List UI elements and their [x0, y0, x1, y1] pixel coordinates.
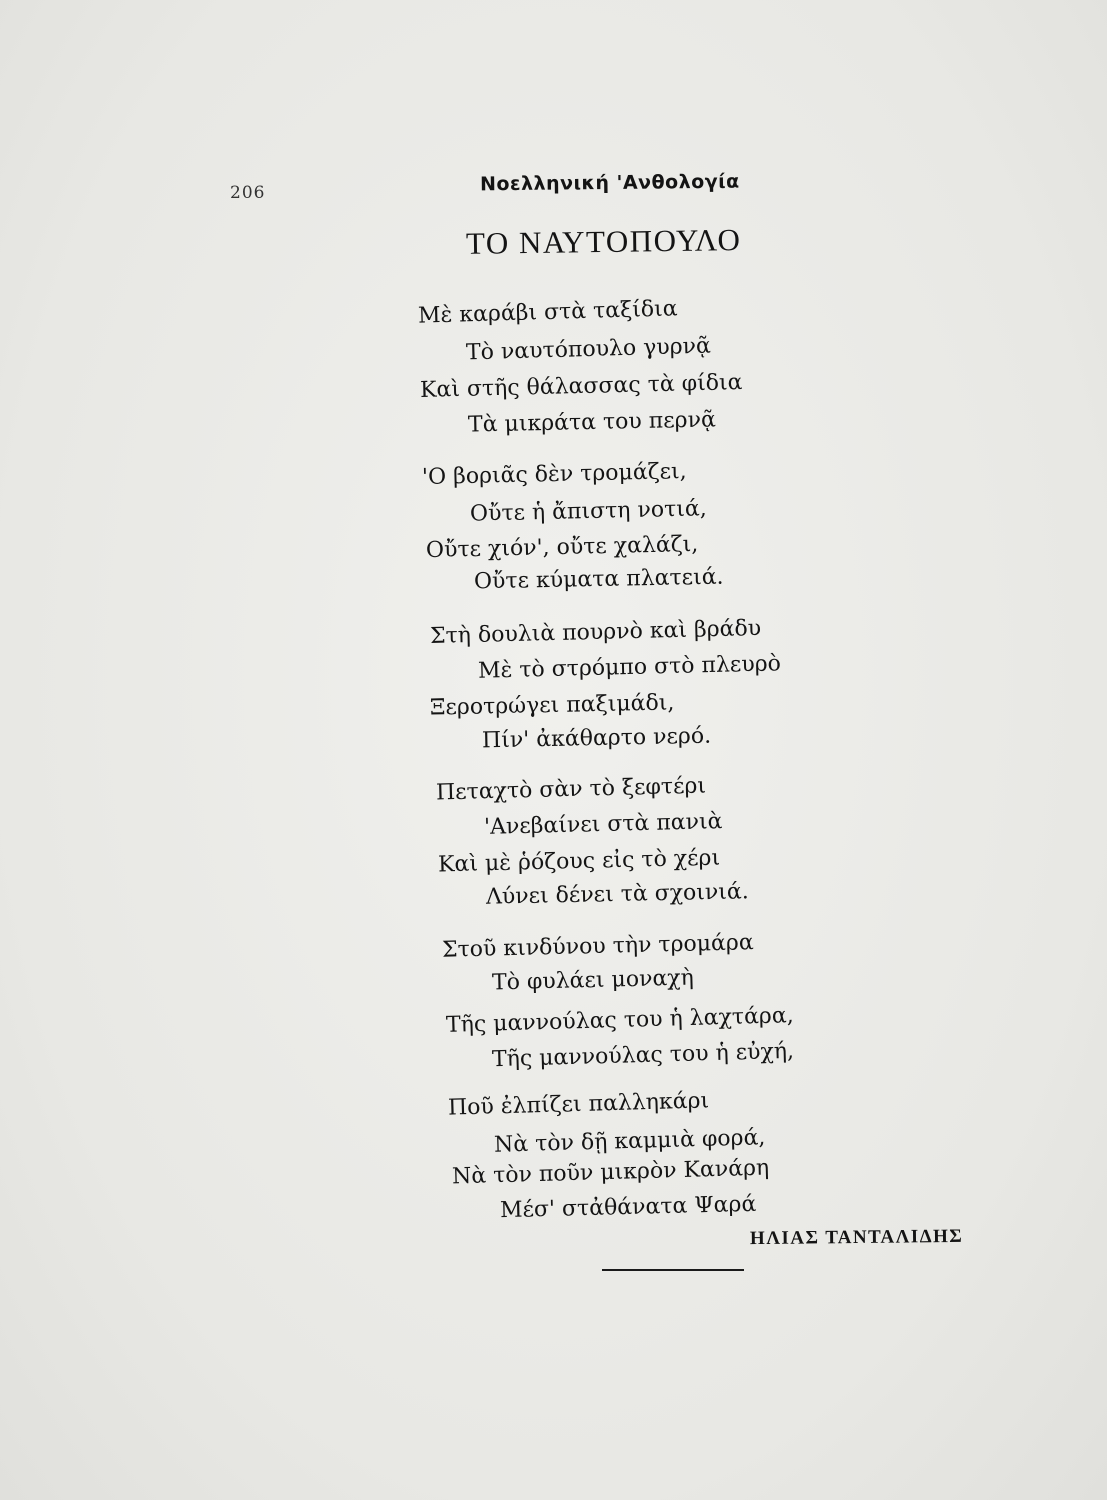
poem-line: Μέσ' στἀθάνατα Ψαρά: [499, 1191, 757, 1224]
poem-line: Νὰ τὸν δῇ καμμιὰ φορά,: [493, 1125, 766, 1158]
poem-line: Στοῦ κινδύνου τὴν τρομάρα: [441, 930, 754, 963]
poem-line: Καὶ μὲ ῥόζους εἰς τὸ χέρι: [437, 845, 721, 878]
poem-title: ΤΟ ΝΑΥΤΟΠΟΥΛΟ: [465, 222, 742, 261]
poem-line: Πεταχτὸ σὰν τὸ ξεφτέρι: [435, 773, 707, 806]
poem-line: Τῆς μαννούλας του ἡ λαχτάρα,: [445, 1003, 794, 1038]
poem-line: Ποῦ ἐλπίζει παλληκάρι: [447, 1088, 710, 1121]
poem-line: Τῆς μαννούλας του ἡ εὐχή,: [491, 1038, 795, 1073]
running-head: Νοελληνική 'Ανθολογία: [479, 170, 740, 196]
poem-line: Τὸ φυλάει μοναχὴ: [491, 965, 695, 996]
poem-line: Τὸ ναυτόπουλο γυρνᾷ: [465, 333, 712, 366]
poem-line: Οὔτε ἡ ἄπιστη νοτιά,: [469, 496, 707, 527]
poem-line: Νὰ τὸν ποῦν μικρὸν Κανάρη: [451, 1155, 770, 1190]
poem-line: Μὲ τὸ στρόμπο στὸ πλευρὸ: [477, 651, 782, 684]
poem-line: Μὲ καράβι στὰ ταξίδια: [417, 296, 678, 329]
closing-rule: [602, 1269, 744, 1271]
poem-line: Στὴ δουλιὰ πουρνὸ καὶ βράδυ: [429, 615, 762, 650]
poem-line: Πίν' ἀκάθαρτο νερό.: [481, 723, 712, 754]
page-number: 206: [230, 183, 266, 203]
poem-line: Οὔτε κύματα πλατειά.: [473, 564, 724, 595]
poem-line: 'Ο βοριᾶς δὲν τρομάζει,: [421, 459, 687, 490]
poem-line: Οὔτε χιόν', οὔτε χαλάζι,: [425, 531, 699, 564]
poem-line: Τὰ μικράτα του περνᾷ: [467, 407, 717, 438]
author-signature: ΗΛΙΑΣ ΤΑΝΤΑΛΙΔΗΣ: [749, 1225, 964, 1250]
poem-line: 'Ανεβαίνει στὰ πανιὰ: [483, 809, 723, 840]
poem-line: Καὶ στῆς θάλασσας τὰ φίδια: [419, 370, 743, 403]
poem-line: Λύνει δένει τὰ σχοινιά.: [485, 879, 750, 910]
poem-line: Ξεροτρώγει παξιμάδι,: [429, 690, 675, 721]
